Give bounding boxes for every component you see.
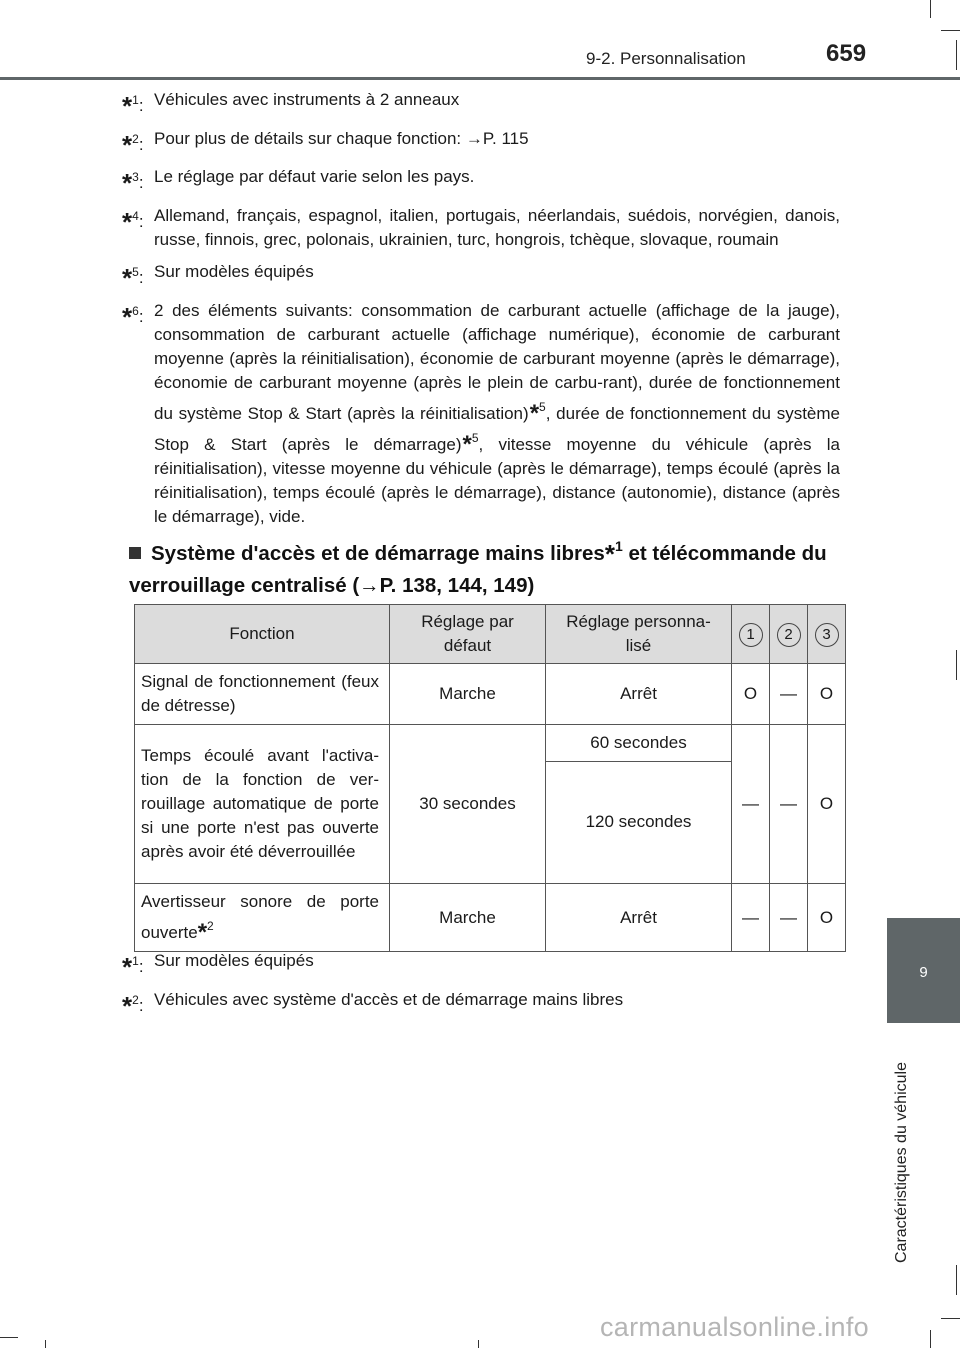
header-function: Fonction [135, 605, 390, 664]
crop-mark [930, 1330, 931, 1348]
chapter-tab [887, 918, 960, 1023]
cell-ref-star: * [197, 919, 208, 946]
footnote: *$^5$: Sur modèles équipés [122, 260, 840, 290]
footnote-text: Véhicules avec système d'accès et de démarrage mains libres [154, 989, 624, 1009]
footnote: *$^6$: 2 des éléments suivants: consommation de carburant actuelle (affichage de la jauge), consommation de carburant actuelle (affichage numérique), économie de carburant moyenne (après la réinitialisation), économie de carburant moyenne (après le démarrage), économie de carburant moyenne (après le plein de carbu-rant), durée de fonctionnement du système Stop & Start (après la réinitialisation)*$^5$, durée de fonctionnement du système Stop & Start (après le démarrage)*$^5$, vitesse moyenne du véhicule (après la réinitialisation), vitesse moyenne du véhicule (après le démarrage), temps écoulé (après la réinitialisation), temps écoulé (après le démarrage), distance (autonomie), distance (après le démarrage), vide. [122, 299, 840, 529]
crop-mark [956, 650, 957, 680]
footnotes-top [122, 88, 840, 537]
cell-custom: 120 secondes [546, 761, 732, 883]
chapter-title: Caractéristiques du véhicule [893, 1062, 910, 1263]
footnote-ref-star: * [529, 399, 540, 427]
cell-col-2: — [770, 884, 808, 952]
header-col-3 [808, 605, 846, 664]
footnote-number: 4 [132, 208, 139, 223]
crop-mark [941, 30, 960, 31]
cell-ref-number: 2 [207, 919, 214, 933]
footnote-number: 6 [132, 303, 139, 318]
footnote-star: * [122, 168, 133, 198]
section-heading [129, 530, 849, 602]
table-row [135, 725, 846, 762]
table-header-row [135, 605, 846, 664]
cell-col-2: — [770, 725, 808, 884]
footnote-text: Pour plus de détails sur chaque fonction: →P. 115 [154, 128, 529, 148]
circled-number-1-icon: 1 [739, 623, 763, 647]
footnote-star: * [122, 301, 133, 332]
footnote-number: 1 [132, 93, 139, 107]
footnote: *$^2$: Véhicules avec système d'accès et de démarrage mains libres [122, 988, 840, 1018]
footnote-text-part: , vitesse moyenne du véhicule (après la réinitialisation), vitesse moyenne du véhicule (après le démarrage), temps écoulé (après la réinitialisation), temps écoulé (après le démarrage), distance (autonomie), distance (après le démarrage), vide. [154, 434, 840, 526]
footnote-text: Le réglage par défaut varie selon les pays. [154, 167, 475, 186]
footnote-text-part: , durée de fonctionnement du système Stop & Start (après le démarrage) [154, 403, 840, 454]
page-number: 659 [826, 40, 867, 67]
cell-custom: Arrêt [546, 884, 732, 952]
footnote: *$^1$: Sur modèles équipés [122, 949, 840, 979]
footnote: *$^3$: Le réglage par défaut varie selon les pays. [122, 165, 840, 195]
footnote-star: * [122, 206, 133, 237]
crop-mark [0, 1337, 18, 1338]
footnote-text: Véhicules avec instruments à 2 anneaux [154, 90, 460, 109]
cell-function-text: Avertisseur sonore de porte ouverte [141, 892, 379, 942]
cell-function: Signal de fonctionnement (feux de détresse) [135, 664, 390, 725]
crop-mark [478, 1340, 479, 1348]
footnote-star: * [122, 990, 133, 1021]
footnote: *$^2$: Pour plus de détails sur chaque fonction: →P. 115 [122, 127, 840, 157]
crop-mark [45, 1340, 46, 1348]
crop-mark [956, 40, 957, 70]
footnote-number: 1 [132, 954, 139, 968]
section-title-star: * [604, 539, 615, 569]
footnote: *$^4$: Allemand, français, espagnol, italien, portugais, néerlandais, suédois, norvégien, danois, russe, finnois, grec, polonais, ukrainien, turc, hongrois, tchèque, slovaque, roumain [122, 204, 840, 252]
header-default: Réglage par défaut [390, 605, 546, 664]
footnote-number: 5 [132, 265, 139, 279]
header-rule [0, 77, 960, 80]
cell-col-1: O [732, 664, 770, 725]
cell-function [135, 884, 390, 952]
settings-table [134, 604, 846, 952]
cell-col-2: — [770, 664, 808, 725]
section-title-part: Système d'accès et de démarrage mains libres [151, 542, 605, 565]
footnote-text: Sur modèles équipés [154, 262, 314, 281]
cell-default: Marche [390, 664, 546, 725]
cell-col-3: O [808, 664, 846, 725]
cell-col-3: O [808, 884, 846, 952]
crop-mark [930, 0, 931, 18]
footnote-text [154, 299, 840, 529]
header-col-2 [770, 605, 808, 664]
footnote-ref-star: * [462, 430, 472, 458]
watermark: carmanualsonline.info [600, 1312, 869, 1342]
cell-default: 30 secondes [390, 725, 546, 884]
header-custom: Réglage personna-lisé [546, 605, 732, 664]
cell-col-3: O [808, 725, 846, 884]
cell-col-1: — [732, 725, 770, 884]
circled-number-3-icon: 3 [815, 623, 839, 647]
table-row [135, 664, 846, 725]
footnote-ref-number: 5 [539, 399, 546, 414]
footnote-star: * [122, 263, 133, 293]
crop-mark [956, 1265, 957, 1295]
footnote-ref-number: 5 [471, 430, 479, 445]
footnote-number: 2 [132, 131, 139, 146]
crop-mark [941, 1318, 960, 1319]
footnote-star: * [122, 952, 133, 982]
footnote-star: * [122, 129, 133, 160]
circled-number-2-icon: 2 [777, 623, 801, 647]
footnote: *$^1$: Véhicules avec instruments à 2 anneaux [122, 88, 840, 118]
footnote-text: Allemand, français, espagnol, italien, portugais, néerlandais, suédois, norvégien, danois, russe, finnois, grec, polonais, ukrainien, turc, hongrois, tchèque, slovaque, roumain [154, 205, 840, 249]
footnote-text: Sur modèles équipés [154, 951, 314, 970]
section-title-ref-number: 1 [614, 538, 623, 554]
footnotes-bottom [122, 949, 840, 1026]
footnote-number: 2 [132, 992, 139, 1007]
cell-custom: 60 secondes [546, 725, 732, 762]
table-row [135, 884, 846, 952]
header-col-1 [732, 605, 770, 664]
section-title-part: et télécommande du verrouillage centralisé (→P. 138, 144, 149) [129, 542, 827, 597]
square-bullet-icon [129, 547, 141, 559]
cell-default: Marche [390, 884, 546, 952]
footnote-text-part: 2 des éléments suivants: consommation de carburant actuelle (affichage de la jauge), consommation de carburant actuelle (affichage numérique), économie de carburant moyenne (après la réinitialisation), économie de carburant moyenne (après le démarrage), économie de carburant moyenne (après le plein de carbu-rant), durée de fonctionnement du système Stop & Start (après la réinitialisation) [154, 300, 840, 423]
cell-col-1: — [732, 884, 770, 952]
footnote-star: * [122, 91, 133, 121]
cell-custom: Arrêt [546, 664, 732, 725]
chapter-number: 9 [919, 964, 928, 981]
cell-function: Temps écoulé avant l'activa-tion de la fonction de ver-rouillage automatique de porte si une porte n'est pas ouverte après avoir été déverrouillée [135, 725, 390, 884]
footnote-number: 3 [132, 170, 139, 184]
header-section-title: 9-2. Personnalisation [586, 49, 746, 68]
